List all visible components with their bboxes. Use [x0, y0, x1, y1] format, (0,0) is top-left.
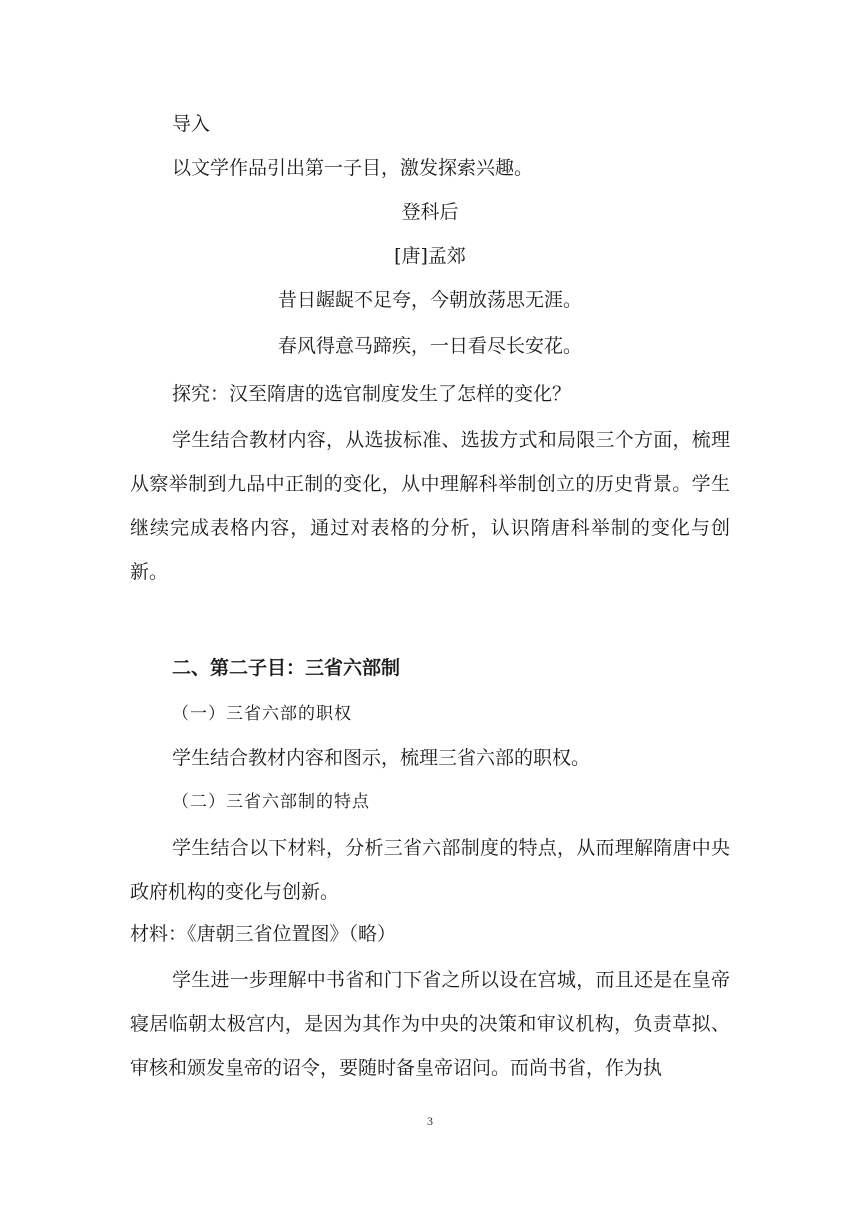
- inquiry-question: 探究：汉至隋唐的选官制度发生了怎样的变化？: [172, 383, 572, 405]
- material-line: 材料：《唐朝三省位置图》（略）: [130, 923, 397, 945]
- subsection-heading: （一）三省六部的职权: [172, 704, 352, 724]
- poem-author: [唐]孟郊: [394, 245, 466, 267]
- subsection-heading: （二）三省六部制的特点: [172, 792, 370, 812]
- intro-lead: 以文学作品引出第一子目，激发探索兴趣。: [172, 157, 534, 179]
- poem-line: 春风得意马蹄疾，一日看尽长安花。: [277, 335, 582, 357]
- body-paragraph: 学生结合以下材料，分析三省六部制度的特点，从而理解隋唐中央政府机构的变化与创新。: [130, 837, 730, 903]
- subsection-text: 学生结合教材内容和图示，梳理三省六部的职权。: [172, 747, 591, 769]
- poem-title: 登科后: [401, 201, 459, 223]
- body-paragraph: 学生结合教材内容，从选拔标准、选拔方式和局限三个方面，梳理从察举制到九品中正制的变化，从中理解科举制创立的历史背景。学生继续完成表格内容，通过对表格的分析，认识隋唐科举制的变化与创新。: [130, 429, 730, 583]
- poem-line: 昔日龌龊不足夸，今朝放荡思无涯。: [277, 289, 582, 311]
- body-paragraph: 学生进一步理解中书省和门下省之所以设在宫城，而且还是在皇帝寝居临朝太极宫内，是因为其作为中央的决策和审议机构，负责草拟、审核和颁发皇帝的诏令，要随时备皇帝诏问。而尚书省，作为执: [130, 969, 730, 1079]
- section-title: 二、第二子目：三省六部制: [172, 657, 401, 679]
- page-number: 3: [427, 1114, 433, 1128]
- intro-heading: 导入: [172, 113, 211, 135]
